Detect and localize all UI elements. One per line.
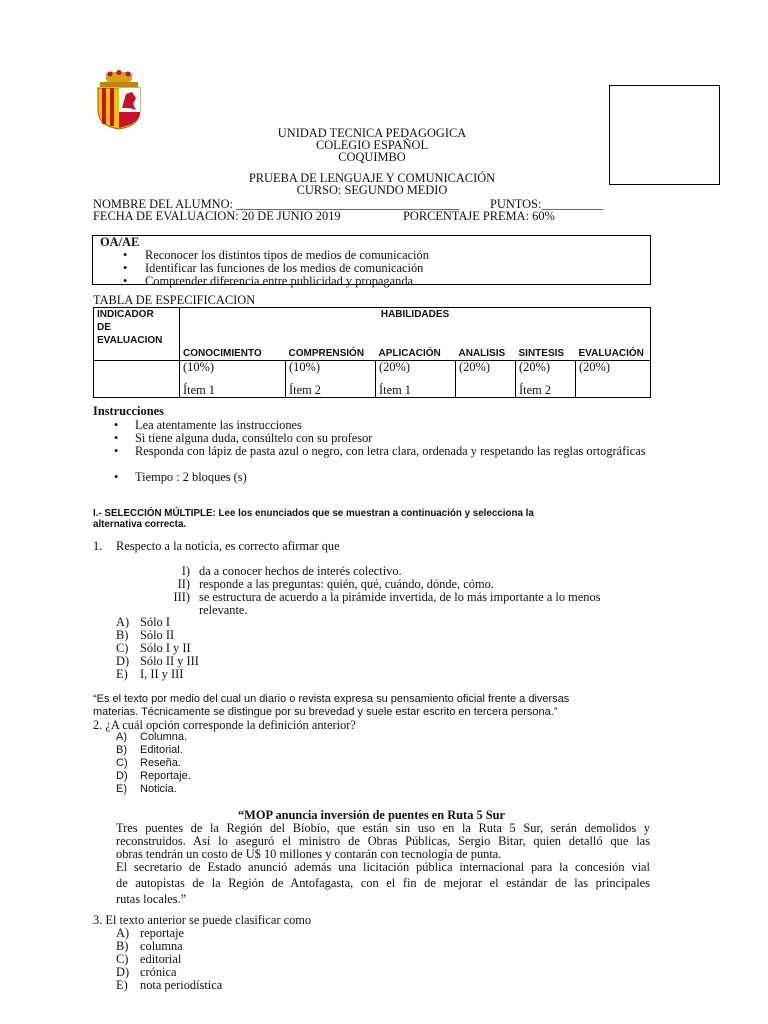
indicator-cell <box>94 360 180 397</box>
answer-option[interactable]: A) reportaje <box>116 926 185 940</box>
test-title: PRUEBA DE LENGUAJE Y COMUNICACIÓN <box>248 171 496 185</box>
article-body: Tres puentes de la Región del Bíobío, que están sin uso en la Ruta 5 Sur, serán demolidos y reconstruidos. Así lo aseguró el ministro de Obras Públicas, Sergio Bitar, quien detalló que las obras tendrán un costo de U$ 10 millones y contarán con tecnología de punta. El secretario de Estado anunció además una licitación pública internacional para la concesión vial de autopistas de la Región de Antofagasta, con el fin de mejorar el estándar de las principales rutas locales.” <box>116 821 650 906</box>
evaluation-date: FECHA DE EVALUACION: 20 DE JUNIO 2019 <box>93 209 341 223</box>
answer-option[interactable]: D) crónica <box>116 965 177 979</box>
bullet-icon: • <box>114 418 119 432</box>
answer-option[interactable]: B) Editorial. <box>116 744 183 756</box>
cell-sintesis: (20%) Ítem 2 <box>516 360 576 397</box>
objective-item: • Comprender diferencia entre publicidad y propaganda <box>123 274 414 288</box>
answer-option[interactable]: C) editorial <box>116 952 182 966</box>
statement-text: relevante. <box>199 603 248 617</box>
question-1-prompt: Respecto a la noticia, es correcto afirmar que <box>116 539 340 553</box>
statement-text: se estructura de acuerdo a la pirámide invertida, de lo más importante a lo menos <box>199 590 601 604</box>
indicator-header: INDICADOR DE EVALUACION <box>94 308 180 361</box>
bullet-icon: • <box>123 248 128 262</box>
statement-numeral: I) <box>181 564 190 578</box>
cell-aplicacion: (20%) Ítem 1 <box>376 360 456 397</box>
school-name: COLEGIO ESPAÑOL <box>315 138 429 152</box>
statement-text: da a conocer hechos de interés colectivo. <box>199 564 402 578</box>
col-header-analisis: ANALISIS <box>458 347 506 359</box>
objectives-title: OA/AE <box>100 235 140 249</box>
percentage-label: PORCENTAJE PREMA: 60% <box>403 209 555 223</box>
col-header-conocimiento: CONOCIMIENTO <box>180 347 286 361</box>
question-1-number: 1. <box>93 539 103 553</box>
statement-numeral: III) <box>173 590 190 604</box>
bullet-icon: • <box>123 274 128 288</box>
answer-option[interactable]: D) Reportaje. <box>116 770 191 782</box>
school-crest-logo <box>92 70 148 130</box>
statement-numeral: II) <box>177 577 190 591</box>
specification-table <box>93 307 651 398</box>
instruction-item: • Tiempo : 2 bloques (s) <box>114 470 247 484</box>
article-title: “MOP anuncia inversión de puentes en Ruta 5 Sur <box>237 808 506 822</box>
answer-option[interactable]: E) nota periodística <box>116 978 223 992</box>
bullet-icon: • <box>114 444 119 458</box>
col-header-comprension: COMPRENSIÓN <box>288 347 365 359</box>
answer-option[interactable]: D) Sólo II y III <box>116 654 199 668</box>
question-3-options <box>116 927 222 992</box>
col-header-evaluacion: EVALUACIÓN <box>576 347 651 361</box>
answer-option[interactable]: B) columna <box>116 939 183 953</box>
instructions-title: Instrucciones <box>93 404 164 418</box>
objective-item: • Reconocer los distintos tipos de medios de comunicación <box>123 248 429 262</box>
instruction-item: • Lea atentamente las instrucciones <box>114 418 302 432</box>
cell-analisis: (20%) <box>456 360 516 397</box>
objectives-box <box>92 235 651 288</box>
header-block <box>0 127 744 196</box>
city-name: COQUIMBO <box>338 150 406 164</box>
question-2-options <box>116 731 191 796</box>
question-3-prompt: 3. El texto anterior se puede clasificar como <box>93 913 312 927</box>
bullet-icon: • <box>114 470 119 484</box>
skills-header: HABILIDADES <box>180 308 651 347</box>
spec-table-caption: TABLA DE ESPECIFICACION <box>93 293 256 307</box>
unit-title: UNIDAD TECNICA PEDAGOGICA <box>277 126 467 140</box>
col-header-sintesis: SINTESIS <box>518 347 565 359</box>
col-header-aplicacion: APLICACIÓN <box>378 347 441 359</box>
instruction-item: • Si tiene alguna duda, consúltelo con su profesor <box>114 431 373 445</box>
answer-option[interactable]: C) Sólo I y II <box>116 641 191 655</box>
answer-option[interactable]: E) Noticia. <box>116 783 177 795</box>
instruction-item: • Responda con lápiz de pasta azul o negro, con letra clara, ordenada y respetando las reglas ortográficas <box>114 444 646 458</box>
cell-evaluacion: (20%) <box>576 360 651 397</box>
bullet-icon: • <box>123 261 128 275</box>
student-name-field[interactable]: NOMBRE DEL ALUMNO: ____________________________________ <box>93 197 460 211</box>
answer-option[interactable]: B) Sólo II <box>116 628 175 642</box>
question-1-options <box>116 616 199 681</box>
section-title: I.- SELECCIÓN MÚLTIPLE: Lee los enunciados que se muestran a continuación y selecciona la alternativa correcta. <box>93 508 534 530</box>
points-field[interactable]: PUNTOS:__________ <box>490 197 604 211</box>
objective-item: • Identificar las funciones de los medios de comunicación <box>123 261 424 275</box>
answer-option[interactable]: A) Columna. <box>116 731 188 743</box>
question-2-prompt: 2. ¿A cuál opción corresponde la definición anterior? <box>93 718 356 732</box>
bullet-icon: • <box>114 431 119 445</box>
course-label: CURSO: SEGUNDO MEDIO <box>296 183 448 197</box>
objectives-list <box>93 249 650 288</box>
answer-option[interactable]: E) I, II y III <box>116 667 184 681</box>
cell-conocimiento: (10%) Ítem 1 <box>180 360 286 397</box>
answer-option[interactable]: A) Sólo I <box>116 615 170 629</box>
answer-option[interactable]: C) Reseña. <box>116 757 181 769</box>
statement-text: responde a las preguntas: quién, qué, cuándo, dónde, cómo. <box>199 577 494 591</box>
instructions-list <box>107 419 667 484</box>
definition-quote: “Es el texto por medio del cual un diario o revista expresa su pensamiento oficial frente a diversas materias. Técnicamente se distingue por su brevedad y suele estar escrito en tercera persona.” <box>93 693 570 718</box>
cell-comprension: (10%) Ítem 2 <box>286 360 376 397</box>
